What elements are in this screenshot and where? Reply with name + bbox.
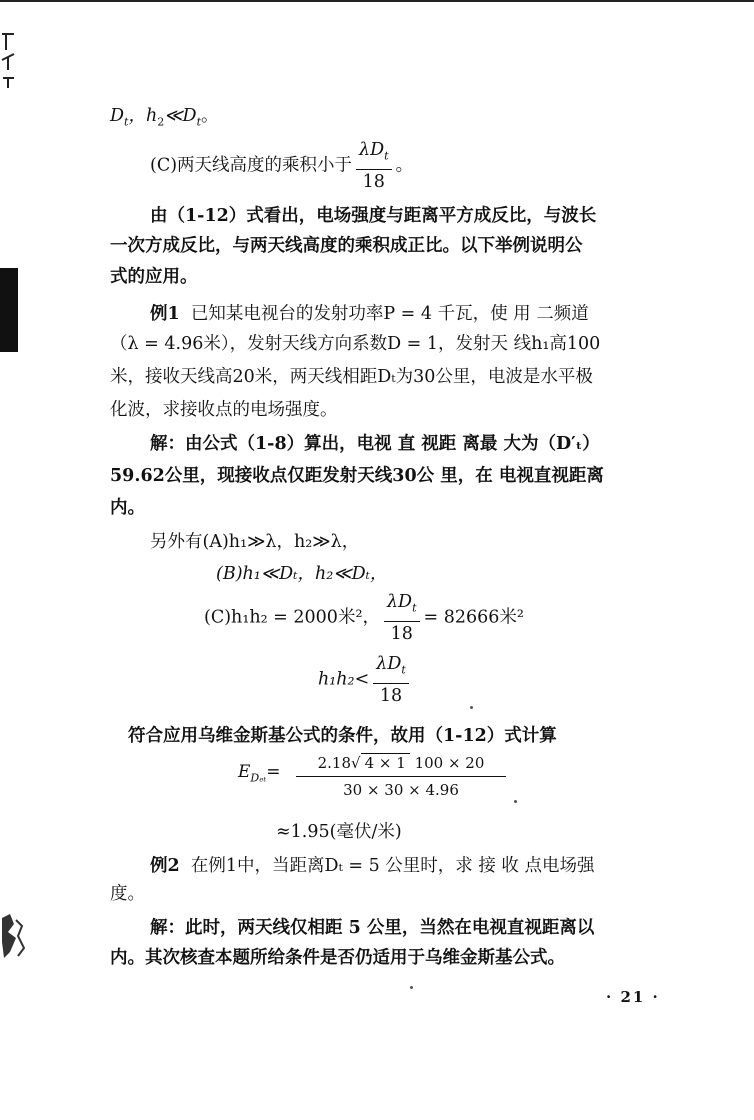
scan-speck bbox=[514, 800, 517, 803]
ex1-text1: 已知某电视台的发射功率P = 4 千瓦，使 用 二频道 bbox=[190, 304, 589, 324]
eq-num-sqrt: 4 × 1 bbox=[361, 753, 410, 772]
ex2-line2: 度。 bbox=[110, 884, 145, 904]
frac-den: 18 bbox=[362, 171, 385, 192]
sub-t: t bbox=[124, 115, 129, 129]
frac-num: λD bbox=[359, 140, 385, 160]
text-line-1 bbox=[110, 102, 674, 137]
equation-result: ≈1.95(毫伏/米) bbox=[276, 822, 402, 842]
equation-lhs bbox=[238, 762, 280, 784]
scan-speck bbox=[470, 706, 473, 709]
ex2-text1: 在例1中，当距离Dₜ = 5 公里时，求 接 收 点电场强 bbox=[190, 856, 595, 876]
ex1-line1 bbox=[150, 300, 674, 328]
text-ll-d: ≪D bbox=[164, 106, 197, 126]
cond-c-left: (C)h₁h₂ = 2000米²， bbox=[204, 607, 380, 628]
cond-b-line: (B)h₁≪Dₜ，h₂≪Dₜ， bbox=[216, 564, 388, 584]
frac-num: λD bbox=[386, 592, 413, 612]
sol1-text1: 由公式（1-8）算出，电视 直 视距 离最 大为（D′ₜ） bbox=[185, 434, 600, 454]
sol2-text1: 此时，两天线仅相距 5 公里，当然在电视直视距离以 bbox=[185, 918, 595, 938]
sub-t2: t bbox=[196, 115, 202, 129]
sol1-line1 bbox=[150, 430, 674, 458]
scan-edge-glyph bbox=[0, 30, 22, 90]
fraction-lambda-dt-18 bbox=[356, 138, 392, 194]
para1-line1: 由（1-12）式看出，电场强度与距离平方成反比，与波长 bbox=[150, 206, 597, 226]
para1-line3: 式的应用。 bbox=[110, 267, 198, 287]
cond-c-right: = 82666米² bbox=[423, 607, 524, 628]
text-period: 。 bbox=[395, 155, 414, 176]
equation-numerator: 2.18√ 4 × 1 100 × 20 bbox=[296, 754, 506, 777]
text-h: ，h bbox=[128, 106, 158, 126]
ex1-line4: 化波，求接收点的电场强度。 bbox=[110, 400, 338, 420]
equation-fraction bbox=[296, 754, 506, 799]
apply-line: 符合应用乌维金斯基公式的条件，故用（1-12）式计算 bbox=[128, 726, 557, 746]
ex1-line3: 米，接收天线高20米，两天线相距Dₜ为30公里，电波是水平极 bbox=[110, 367, 593, 387]
text-period: 。 bbox=[201, 106, 219, 126]
sol1-line3: 内。 bbox=[110, 498, 145, 518]
fraction-lambda-dt-18-c bbox=[373, 652, 409, 708]
scan-top-border bbox=[0, 0, 754, 2]
scan-edge-bar bbox=[0, 268, 18, 352]
inequality-line bbox=[318, 652, 674, 708]
condition-c-line bbox=[150, 138, 674, 194]
scan-speck bbox=[410, 986, 413, 989]
frac-den: 18 bbox=[390, 623, 413, 644]
condition-c-text: (C)两天线高度的乘积小于 bbox=[150, 155, 353, 176]
frac-num-sub: t bbox=[401, 663, 406, 677]
ex2-label: 例2 bbox=[150, 856, 180, 876]
text-d: D bbox=[110, 106, 125, 126]
cond-c-line bbox=[204, 590, 674, 646]
ex2-line1 bbox=[150, 852, 674, 880]
sol1-label: 解： bbox=[150, 434, 185, 454]
sol1-line2: 59.62公里，现接收点仅距发射天线30公 里，在 电视直视距离 bbox=[110, 466, 604, 486]
frac-num: λD bbox=[376, 654, 402, 674]
ineq-left: h₁h₂< bbox=[318, 669, 370, 690]
sol2-line2: 内。其次核查本题所给条件是否仍适用于乌维金斯基公式。 bbox=[110, 948, 565, 968]
frac-den: 18 bbox=[379, 685, 403, 706]
ex1-label: 例1 bbox=[150, 304, 180, 324]
equation-denominator: 30 × 30 × 4.96 bbox=[343, 781, 459, 799]
fraction-lambda-dt-18-b bbox=[384, 590, 420, 646]
ex1-line2: （λ = 4.96米），发射天线方向系数D = 1，发射天 线h₁高100 bbox=[110, 334, 601, 354]
frac-num-sub: t bbox=[412, 601, 417, 615]
sol2-label: 解： bbox=[150, 918, 185, 938]
eq-num-coeff: 2.18 bbox=[317, 754, 352, 772]
eq-equals: = bbox=[266, 762, 281, 782]
cond-a-line: 另外有(A)h₁≫λ，h₂≫λ， bbox=[150, 532, 360, 552]
sub-2: 2 bbox=[157, 115, 165, 129]
eq-num-product: 100 × 20 bbox=[414, 754, 485, 772]
page-number: · 21 · bbox=[606, 988, 660, 1006]
para1-line2: 一次方成反比，与两天线高度的乘积成正比。以下举例说明公 bbox=[110, 236, 583, 256]
scan-edge-blot bbox=[0, 912, 26, 960]
frac-num-sub: t bbox=[384, 149, 389, 163]
eq-e-sub: Dₑₜ bbox=[250, 771, 267, 785]
eq-e: E bbox=[238, 762, 251, 782]
sol2-line1 bbox=[150, 914, 674, 942]
